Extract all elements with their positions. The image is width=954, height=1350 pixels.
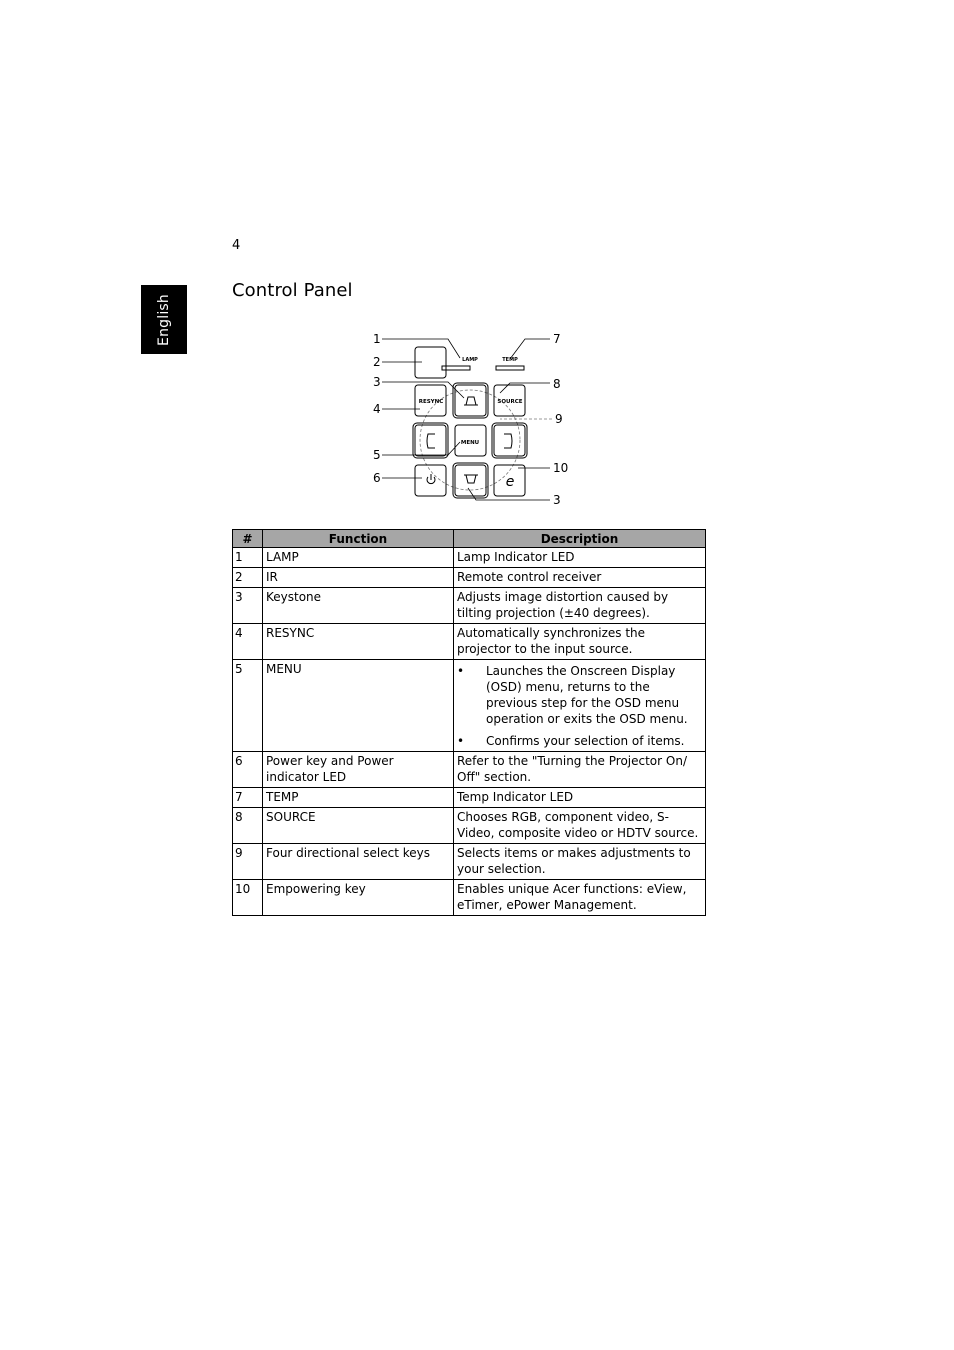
- callout-4: 4: [373, 402, 381, 416]
- right-key-outer: [492, 423, 527, 458]
- table-row: [233, 880, 706, 916]
- callout-5: 5: [373, 448, 381, 462]
- row-description: Remote control receiver: [454, 568, 706, 588]
- row-description: Temp Indicator LED: [454, 788, 706, 808]
- callout-1: 1: [373, 332, 381, 346]
- callout-7: 7: [553, 332, 561, 346]
- row-number: 8: [233, 808, 263, 844]
- source-label: SOURCE: [497, 399, 523, 405]
- callout-2: 2: [373, 355, 381, 369]
- row-description: [454, 660, 706, 752]
- table-row: [233, 808, 706, 844]
- row-function: Power key and Power indicator LED: [263, 752, 454, 788]
- list-item: • Launches the Onscreen Display (OSD) menu, returns to the previous step for the OSD menu operation or exits the OSD menu.: [457, 663, 702, 727]
- section-title: Control Panel: [232, 280, 353, 301]
- row-description: Lamp Indicator LED: [454, 548, 706, 568]
- table-row: [233, 588, 706, 624]
- left-key-outer: [413, 423, 448, 458]
- callout-10: 10: [553, 461, 569, 475]
- row-function: Empowering key: [263, 880, 454, 916]
- table-row: [233, 752, 706, 788]
- row-description: Chooses RGB, component video, S-Video, composite video or HDTV source.: [454, 808, 706, 844]
- language-tab-label: English: [156, 293, 173, 346]
- row-number: 2: [233, 568, 263, 588]
- callout-8: 8: [553, 377, 561, 391]
- table-row: [233, 844, 706, 880]
- table-row: [233, 624, 706, 660]
- temp-led: [496, 366, 524, 370]
- row-number: 7: [233, 788, 263, 808]
- row-description: Refer to the "Turning the Projector On/ Off" section.: [454, 752, 706, 788]
- table-row: [233, 788, 706, 808]
- row-function: RESYNC: [263, 624, 454, 660]
- row-function: IR: [263, 568, 454, 588]
- control-panel-svg: [360, 325, 580, 515]
- row-number: 10: [233, 880, 263, 916]
- row-function: MENU: [263, 660, 454, 752]
- row-description: Enables unique Acer functions: eView, eTimer, ePower Management.: [454, 880, 706, 916]
- row-description: Automatically synchronizes the projector to the input source.: [454, 624, 706, 660]
- control-panel-diagram: [360, 325, 580, 515]
- header-description: Description: [454, 530, 706, 548]
- power-icon: [427, 474, 435, 484]
- row-description: Selects items or makes adjustments to your selection.: [454, 844, 706, 880]
- table-row: [233, 548, 706, 568]
- menu-label: MENU: [460, 440, 480, 446]
- keystone-up-icon: [464, 397, 478, 405]
- empowering-e-icon: e: [505, 474, 515, 490]
- page-number: 4: [232, 238, 241, 253]
- right-arrow-icon: [504, 434, 512, 448]
- table-header-row: [233, 530, 706, 548]
- callout-9: 9: [555, 412, 563, 426]
- function-table: [232, 529, 706, 916]
- row-number: 6: [233, 752, 263, 788]
- power-key: [415, 465, 446, 496]
- row-function: Keystone: [263, 588, 454, 624]
- language-tab: [141, 285, 187, 354]
- menu-bullet-list: [457, 663, 702, 749]
- table-row: [233, 568, 706, 588]
- row-function: TEMP: [263, 788, 454, 808]
- header-number: #: [233, 530, 263, 548]
- callout-3b: 3: [553, 493, 561, 507]
- keystone-down-icon: [464, 475, 478, 483]
- table-row: [233, 660, 706, 752]
- list-item: • Confirms your selection of items.: [457, 733, 702, 749]
- lamp-label: LAMP: [462, 357, 478, 363]
- row-description: Adjusts image distortion caused by tilting projection (±40 degrees).: [454, 588, 706, 624]
- ir-receiver: [415, 347, 446, 378]
- keystone-down-outer: [453, 463, 488, 498]
- keystone-up-outer: [453, 383, 488, 418]
- row-number: 1: [233, 548, 263, 568]
- row-number: 3: [233, 588, 263, 624]
- row-number: 4: [233, 624, 263, 660]
- header-function: Function: [263, 530, 454, 548]
- row-number: 5: [233, 660, 263, 752]
- resync-label: RESYNC: [418, 399, 444, 405]
- row-function: Four directional select keys: [263, 844, 454, 880]
- row-function: SOURCE: [263, 808, 454, 844]
- temp-label: TEMP: [502, 357, 518, 363]
- callout-6: 6: [373, 471, 381, 485]
- callout-3: 3: [373, 375, 381, 389]
- row-number: 9: [233, 844, 263, 880]
- row-function: LAMP: [263, 548, 454, 568]
- left-arrow-icon: [427, 434, 435, 448]
